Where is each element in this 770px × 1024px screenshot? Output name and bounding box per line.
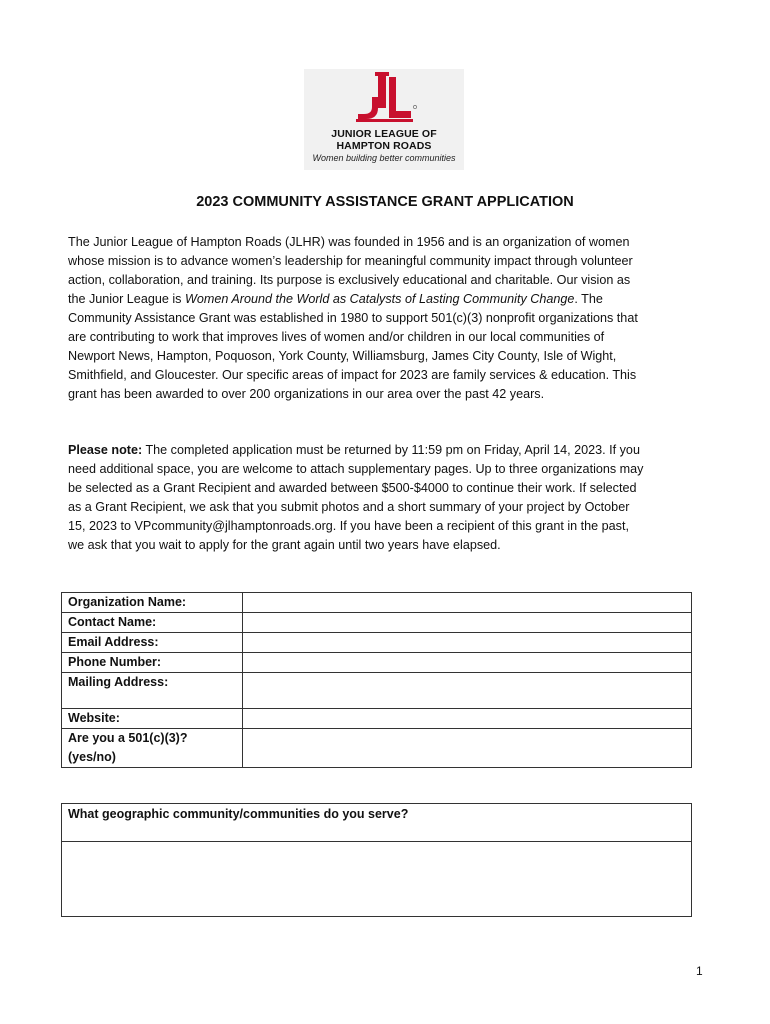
intro-text: . The [574, 292, 603, 306]
table-row [62, 673, 692, 709]
note-paragraph [68, 441, 708, 555]
intro-line: whose mission is to advance women’s leadership for meaningful community impact through volunteer [68, 254, 633, 268]
logo-line-1: JUNIOR LEAGUE OF [331, 128, 437, 140]
website-field[interactable] [243, 709, 692, 729]
table-row [62, 593, 692, 613]
email-field[interactable] [243, 633, 692, 653]
geographic-community-question: What geographic community/communities do you serve? [62, 804, 691, 842]
mailing-address-label: Mailing Address: [62, 673, 243, 709]
intro-line [68, 290, 708, 309]
contact-name-field[interactable] [243, 613, 692, 633]
note-line: be selected as a Grant Recipient and awarded between $500-$4000 to continue their work. If selected [68, 481, 637, 495]
intro-line: grant has been awarded to over 200 organizations in our area over the past 42 years. [68, 387, 545, 401]
table-row [62, 653, 692, 673]
intro-text: the Junior League is [68, 292, 185, 306]
logo-tagline: Women building better communities [312, 153, 456, 163]
note-line: we ask that you wait to apply for the grant again until two years have elapsed. [68, 538, 501, 552]
geographic-community-answer-field[interactable] [62, 842, 691, 916]
intro-line: Smithfield, and Gloucester. Our specific areas of impact for 2023 are family services & education. This [68, 368, 637, 382]
table-row [62, 729, 692, 768]
page-title: 2023 COMMUNITY ASSISTANCE GRANT APPLICATION [196, 194, 574, 210]
phone-field[interactable] [243, 653, 692, 673]
intro-line: Community Assistance Grant was established in 1980 to support 501(c)(3) nonprofit organizations that [68, 311, 638, 325]
contact-name-label: Contact Name: [62, 613, 243, 633]
intro-line: are contributing to work that improves lives of women and/or children in our local communities of [68, 330, 605, 344]
email-label: Email Address: [62, 633, 243, 653]
note-line: need additional space, you are welcome to attach supplementary pages. Up to three organizations may [68, 462, 644, 476]
junior-league-logo [304, 69, 464, 170]
note-line: 15, 2023 to VPcommunity@jlhamptonroads.org. If you have been a recipient of this grant in the past, [68, 519, 629, 533]
organization-info-table [61, 592, 692, 768]
intro-paragraph [68, 233, 708, 404]
org-name-field[interactable] [243, 593, 692, 613]
geographic-community-box [61, 803, 692, 917]
nonprofit-question: Are you a 501(c)(3)? [68, 731, 188, 745]
nonprofit-status-field[interactable] [243, 729, 692, 768]
phone-label: Phone Number: [62, 653, 243, 673]
nonprofit-status-label [62, 729, 243, 768]
note-line: as a Grant Recipient, we ask that you submit photos and a short summary of your project by October [68, 500, 630, 514]
jl-monogram-icon [304, 69, 464, 127]
intro-line: The Junior League of Hampton Roads (JLHR) was founded in 1956 and is an organization of women [68, 235, 630, 249]
page-number: 1 [696, 964, 703, 978]
note-line [68, 441, 708, 460]
intro-line: Newport News, Hampton, Poquoson, York County, Williamsburg, James City County, Isle of Wight, [68, 349, 617, 363]
table-row [62, 613, 692, 633]
mailing-address-field[interactable] [243, 673, 692, 709]
website-label: Website: [62, 709, 243, 729]
note-label: Please note: [68, 443, 143, 457]
intro-line: action, collaboration, and training. Its purpose is exclusively educational and charitable. Our vision as [68, 273, 631, 287]
org-name-label: Organization Name: [62, 593, 243, 613]
table-row [62, 709, 692, 729]
vision-statement: Women Around the World as Catalysts of Lasting Community Change [184, 292, 575, 306]
logo-line-2: HAMPTON ROADS [336, 140, 432, 152]
table-row [62, 633, 692, 653]
nonprofit-hint: (yes/no) [68, 750, 116, 764]
note-text: The completed application must be returned by 11:59 pm on Friday, April 14, 2023. If you [142, 443, 640, 457]
